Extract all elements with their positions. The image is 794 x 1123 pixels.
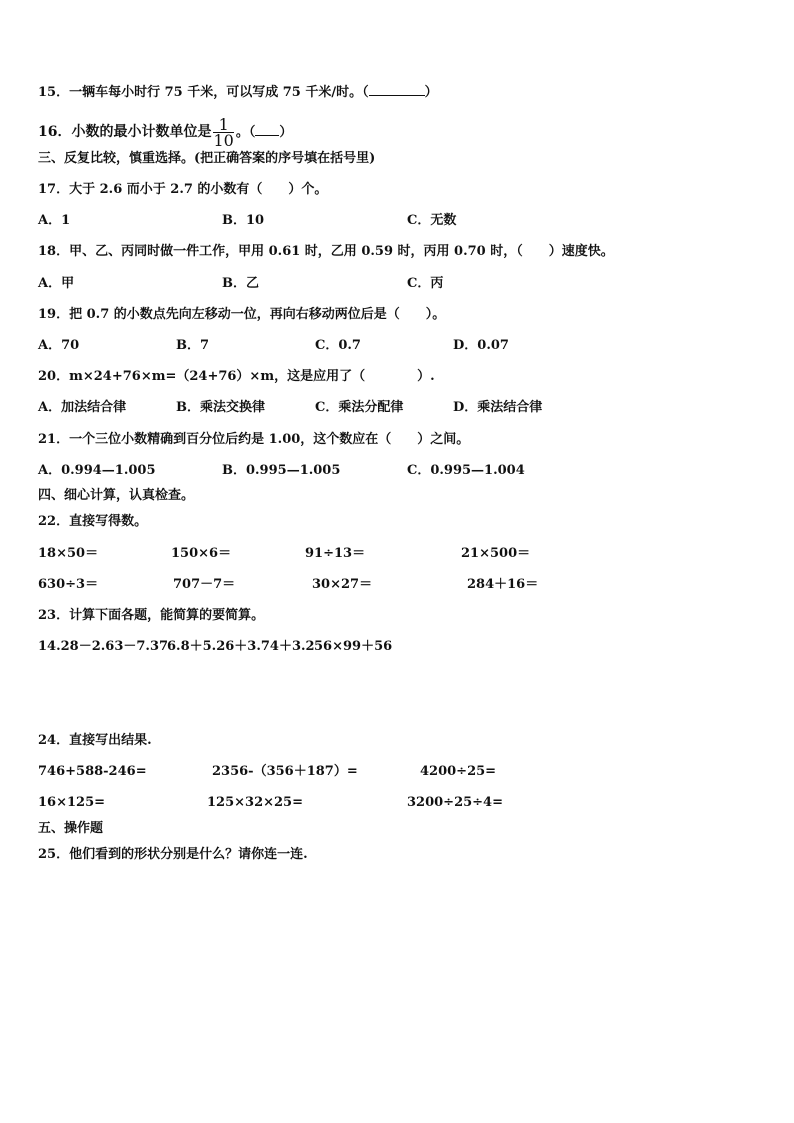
calc-item: 284＋16＝ bbox=[467, 577, 539, 592]
question-15 bbox=[38, 83, 438, 101]
option-c[interactable]: C．0.7 bbox=[315, 338, 361, 353]
calc-item: 746+588-246= bbox=[38, 764, 147, 779]
calc-item: 707－7＝ bbox=[173, 577, 236, 592]
section-4-heading: 四、细心计算，认真检查。 bbox=[38, 488, 195, 503]
question-17: 17．大于 2.6 而小于 2.7 的小数有（ ）个。 bbox=[38, 182, 328, 197]
calc-item: 56×99＋56 bbox=[314, 639, 393, 654]
calc-item: 3200÷25÷4= bbox=[407, 795, 503, 810]
option-b[interactable]: B．7 bbox=[176, 338, 210, 353]
option-c[interactable]: C．无数 bbox=[407, 213, 457, 228]
question-16 bbox=[38, 117, 292, 148]
option-d[interactable]: D．乘法结合律 bbox=[453, 400, 543, 415]
question-15-text: 15．一辆车每小时行 75 千米，可以写成 75 千米/时。（ bbox=[38, 85, 369, 100]
question-19: 19．把 0.7 的小数点先向左移动一位，再向右移动两位后是（ ）。 bbox=[38, 307, 446, 322]
fraction-denominator: 10 bbox=[213, 131, 234, 150]
option-a[interactable]: A．1 bbox=[38, 213, 71, 228]
calc-item: 150×6＝ bbox=[171, 546, 232, 561]
calc-item: 91÷13＝ bbox=[305, 546, 366, 561]
option-d[interactable]: D．0.07 bbox=[453, 338, 509, 353]
question-23: 23．计算下面各题，能简算的要简算。 bbox=[38, 608, 265, 623]
option-c[interactable]: C．0.995—1.004 bbox=[407, 463, 525, 478]
calc-item: 21×500＝ bbox=[461, 546, 531, 561]
question-16-close: ） bbox=[279, 125, 293, 140]
section-5-heading: 五、操作题 bbox=[38, 821, 104, 836]
calc-item: 30×27＝ bbox=[312, 577, 373, 592]
question-25: 25．他们看到的形状分别是什么？请你连一连. bbox=[38, 847, 308, 862]
answer-blank[interactable] bbox=[255, 123, 279, 136]
fraction-numerator: 1 bbox=[213, 117, 233, 133]
calc-item: 6.8＋5.26＋3.74＋3.2 bbox=[167, 639, 315, 654]
option-a[interactable]: A．甲 bbox=[38, 276, 75, 291]
option-b[interactable]: B．乙 bbox=[222, 276, 259, 291]
option-a[interactable]: A．0.994—1.005 bbox=[38, 463, 156, 478]
fraction bbox=[213, 117, 233, 148]
question-20: 20．m×24+76×m=（24+76）×m，这是应用了（ ）. bbox=[38, 369, 435, 384]
question-22: 22．直接写得数。 bbox=[38, 514, 148, 529]
calc-item: 630÷3＝ bbox=[38, 577, 99, 592]
option-b[interactable]: B．乘法交换律 bbox=[176, 400, 265, 415]
question-24: 24．直接写出结果. bbox=[38, 733, 152, 748]
calc-item: 125×32×25= bbox=[207, 795, 303, 810]
question-16-after: 。（ bbox=[235, 125, 256, 140]
calc-item: 18×50＝ bbox=[38, 546, 99, 561]
answer-blank[interactable] bbox=[369, 83, 425, 96]
calc-item: 2356-（356＋187）= bbox=[212, 764, 358, 779]
calc-item: 4200÷25= bbox=[420, 764, 497, 779]
question-16-text: 16．小数的最小计数单位是 bbox=[38, 124, 212, 140]
question-15-close: ） bbox=[424, 85, 438, 100]
option-c[interactable]: C．乘法分配律 bbox=[315, 400, 404, 415]
question-21: 21．一个三位小数精确到百分位后约是 1.00，这个数应在（ ）之间。 bbox=[38, 432, 470, 447]
question-18: 18．甲、乙、丙同时做一件工作，甲用 0.61 时，乙用 0.59 时，丙用 0.70 时，（ ）速度快。 bbox=[38, 244, 614, 259]
calc-item: 16×125= bbox=[38, 795, 106, 810]
option-c[interactable]: C．丙 bbox=[407, 276, 444, 291]
option-b[interactable]: B．0.995—1.005 bbox=[222, 463, 341, 478]
option-b[interactable]: B．10 bbox=[222, 213, 265, 228]
option-a[interactable]: A．加法结合律 bbox=[38, 400, 127, 415]
calc-item: 14.28－2.63－7.37 bbox=[38, 639, 169, 654]
option-a[interactable]: A．70 bbox=[38, 338, 80, 353]
section-3-heading: 三、反复比较，慎重选择。(把正确答案的序号填在括号里) bbox=[38, 151, 376, 166]
